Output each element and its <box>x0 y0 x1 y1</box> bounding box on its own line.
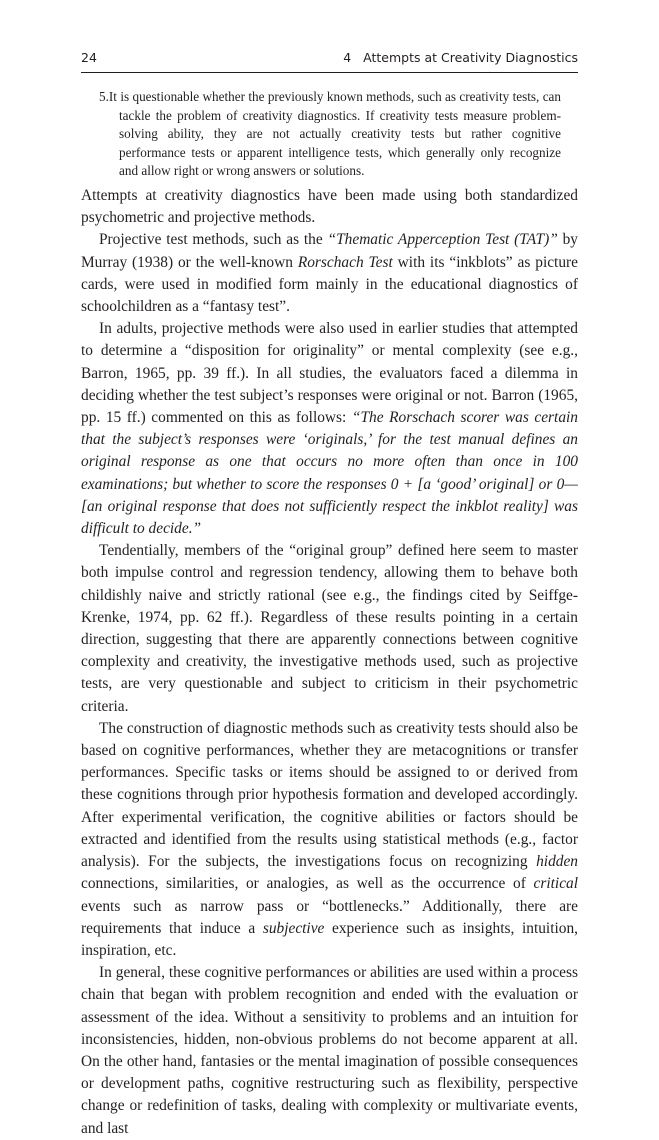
emphasis-critical: critical <box>533 875 578 893</box>
page-number: 24 <box>81 50 97 65</box>
note-text: 5.It is questionable whether the previously known methods, such as creativity tests, can tackle the problem of creativity diagnostics. If creativity tests measure problem-solving ability, they are not actually creativity tests but rather cognitive performance tests or apparent intelligence tests, which generally only recognize and allow right or wrong answers or solutions. <box>99 89 561 178</box>
chapter-title: 4 Attempts at Creativity Diagnostics <box>343 50 578 65</box>
emphasis-hidden: hidden <box>536 853 578 871</box>
paragraph-2: Projective test methods, such as the “Thematic Apperception Test (TAT)” by Murray (1938) or the well-known Rorschach Test with its “inkblots” as picture cards, were used in modified form mainly in the educational diagnostics of schoolchildren as a “fantasy test”. <box>81 231 578 316</box>
rorschach-title: Rorschach Test <box>297 253 393 271</box>
header-rule <box>81 72 578 73</box>
paragraph-4: Tendentially, members of the “original group” defined here seem to master both impulse control and regression tendency, allowing them to behave both childishly naive and strictly rational (see e.g., the findings cited by Seiffge-Krenke, 1974, pp. 62 ff.). Regardless of these results pointing in a certain direction, suggesting that there are apparently connections between cognitive complexity and creativity, the investigative methods used, such as projective tests, are very questionable and subject to criticism in their psychometric criteria. <box>81 542 578 715</box>
running-head <box>81 50 578 70</box>
paragraph-3: In adults, projective methods were also used in earlier studies that attempted to determine a “disposition for originality” or mental complexity (see e.g., Barron, 1965, pp. 39 ff.). In all studies, the evaluators faced a dilemma in deciding whether the test subject’s responses were original or not. Barron (1965, pp. 15 ff.) commented on this as follows: “The Rorschach scorer was certain that the subject’s responses were ‘originals,’ for the test manual defines an original response as one that occurs no more often than once in 100 examinations; but whether to score the responses 0 + [a ‘good’ original] or 0—[an original response that does not sufficiently respect the inkblot reality] was difficult to decide.” <box>81 320 578 538</box>
body-text <box>81 185 578 1140</box>
tat-title: “Thematic Apperception Test (TAT)” <box>327 231 558 249</box>
numbered-note <box>99 88 561 181</box>
paragraph-5: The construction of diagnostic methods such as creativity tests should also be based on cognitive performances, whether they are metacognitions or transfer performances. Specific tasks or items should be assigned to or derived from these cognitions through prior hypothesis formation and developed accordingly. After experimental verification, the cognitive abilities or factors should be extracted and identified from the results using statistical methods (e.g., factor analysis). For the subjects, the investigations focus on recognizing hidden connections, similarities, or analogies, as well as the occurrence of critical events such as narrow pass or “bottlenecks.” Additionally, there are requirements that induce a subjective experience such as insights, intuition, inspiration, etc. <box>81 719 578 959</box>
barron-quote: “The Rorschach scorer was certain that the subject’s responses were ‘originals,’ for the test manual defines an original response as one that occurs no more often than once in 100 examinations; but whether to score the responses 0 + [a ‘good’ original] or 0—[an original response that does not sufficiently respect the inkblot reality] was difficult to decide.” <box>81 409 578 538</box>
emphasis-subjective: subjective <box>262 919 325 937</box>
paragraph-1: Attempts at creativity diagnostics have been made using both standardized psychometric and projective methods. <box>81 187 578 227</box>
paragraph-6: In general, these cognitive performances or abilities are used within a process chain that began with problem recognition and ended with the evaluation or assessment of the idea. Without a sensitivity to problems and an intuition for inconsistencies, hidden, non-obvious problems do not become apparent at all. On the other hand, fantasies or the mental imagination of possible consequences or development paths, cognitive restructuring such as flexibility, perspective change or redefinition of tasks, dealing with complexity or multivariate events, and last <box>81 964 578 1137</box>
